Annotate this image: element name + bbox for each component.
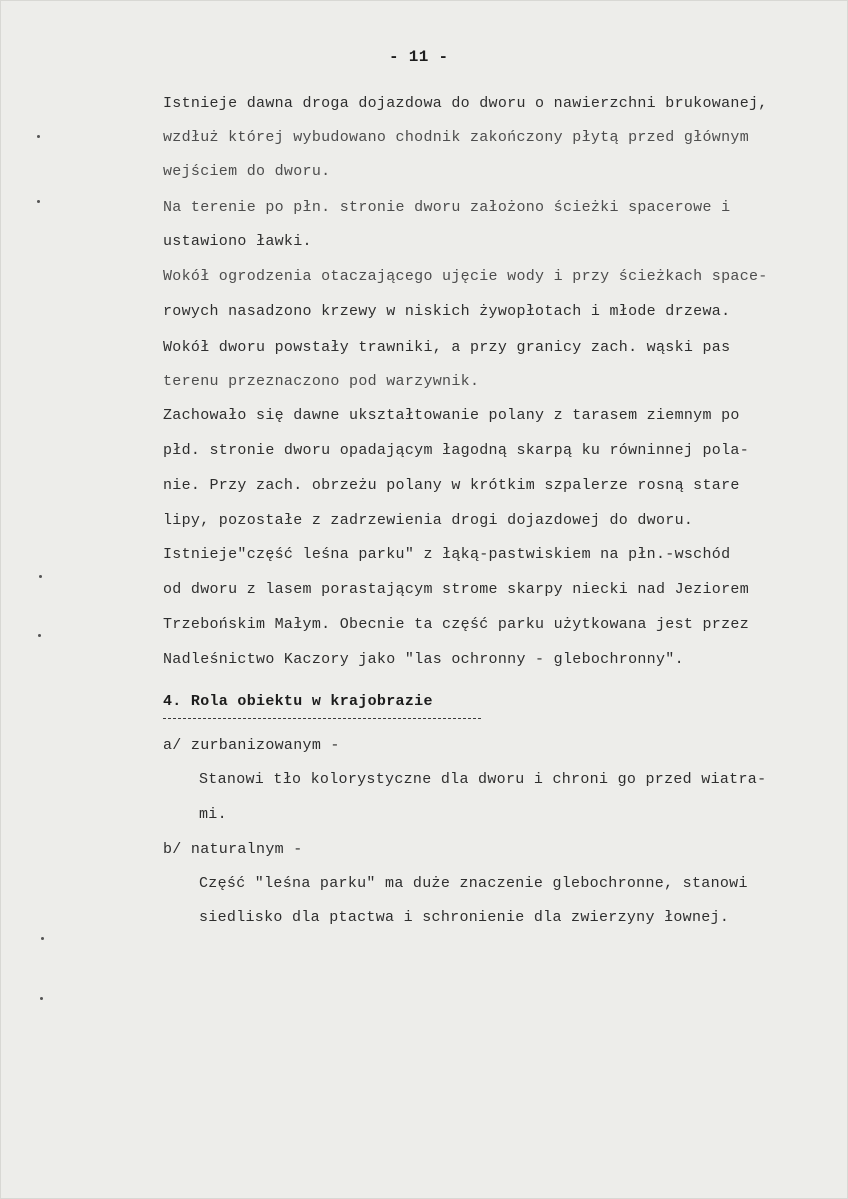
margin-speck (37, 200, 40, 203)
margin-speck (38, 634, 41, 637)
body-line: płd. stronie dworu opadającym łagodną skarpą ku równinnej pola- (163, 442, 749, 459)
margin-speck (40, 997, 43, 1000)
item-b-line: Część "leśna parku" ma duże znaczenie glebochronne, stanowi (199, 875, 748, 892)
body-line: wzdłuż której wybudowano chodnik zakończony płytą przed głównym (163, 129, 749, 146)
section-heading: 4. Rola obiektu w krajobrazie (163, 693, 433, 710)
heading-underline (163, 718, 481, 719)
item-a-label: a/ zurbanizowanym - (163, 737, 340, 754)
item-a-line: mi. (199, 806, 227, 823)
body-line: lipy, pozostałe z zadrzewienia drogi dojazdowej do dworu. (163, 512, 694, 529)
body-line: od dworu z lasem porastającym strome skarpy niecki nad Jeziorem (163, 581, 749, 598)
item-b-label: b/ naturalnym - (163, 841, 303, 858)
body-line: Istnieje"część leśna parku" z łąką-pastwiskiem na płn.-wschód (163, 546, 731, 563)
body-line: nie. Przy zach. obrzeżu polany w krótkim szpalerze rosną stare (163, 477, 740, 494)
margin-speck (41, 937, 44, 940)
body-line: wejściem do dworu. (163, 163, 331, 180)
item-a-line: Stanowi tło kolorystyczne dla dworu i chroni go przed wiatra- (199, 771, 767, 788)
item-b-line: siedlisko dla ptactwa i schronienie dla zwierzyny łownej. (199, 909, 730, 926)
margin-speck (37, 135, 40, 138)
body-line: terenu przeznaczono pod warzywnik. (163, 373, 480, 390)
body-line: Zachowało się dawne ukształtowanie polany z tarasem ziemnym po (163, 407, 740, 424)
body-line: Wokół dworu powstały trawniki, a przy granicy zach. wąski pas (163, 339, 731, 356)
body-line: Trzebońskim Małym. Obecnie ta część parku użytkowana jest przez (163, 616, 749, 633)
body-line: Na terenie po płn. stronie dworu założono ścieżki spacerowe i (163, 199, 731, 216)
margin-speck (39, 575, 42, 578)
body-line: ustawiono ławki. (163, 233, 312, 250)
page-number: - 11 - (389, 48, 449, 66)
body-line: Wokół ogrodzenia otaczającego ujęcie wody i przy ścieżkach space- (163, 268, 768, 285)
body-line: rowych nasadzono krzewy w niskich żywopłotach i młode drzewa. (163, 303, 731, 320)
body-line: Nadleśnictwo Kaczory jako "las ochronny - glebochronny". (163, 651, 684, 668)
body-line: Istnieje dawna droga dojazdowa do dworu o nawierzchni brukowanej, (163, 95, 768, 112)
